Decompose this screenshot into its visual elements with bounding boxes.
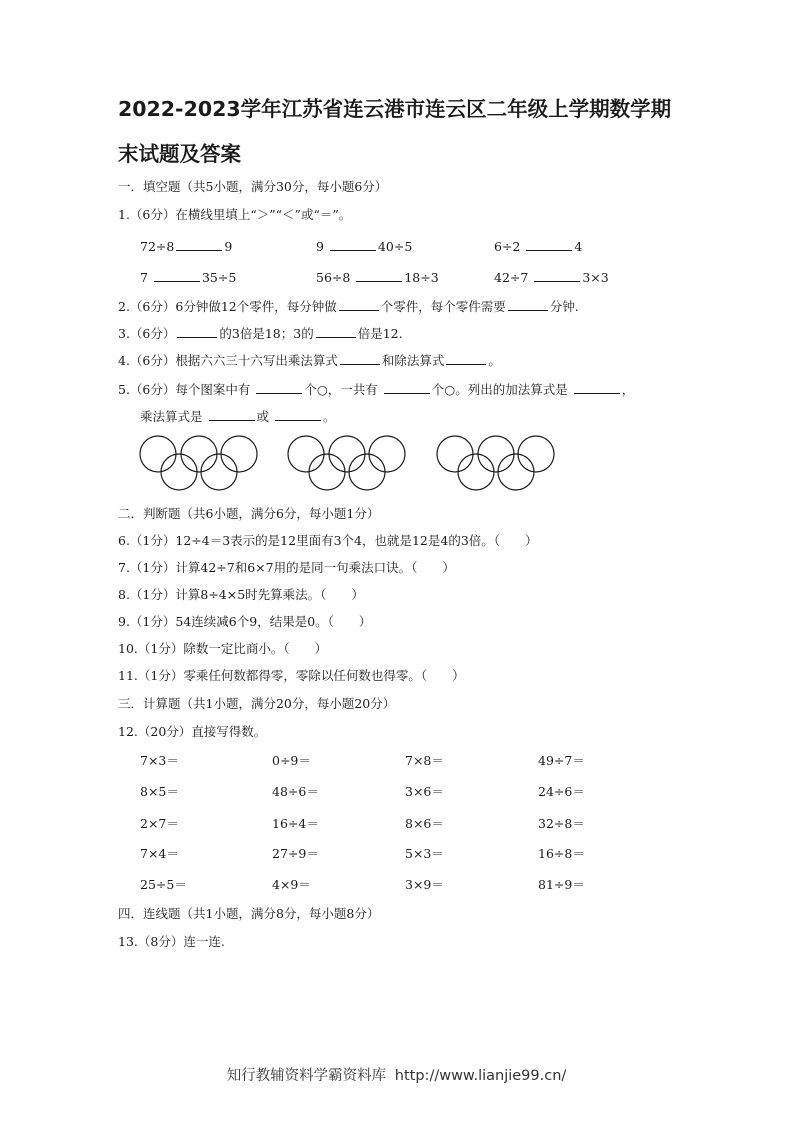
calc-item: 4×9＝ [272, 877, 311, 892]
compare-left: 6÷2 [494, 239, 521, 254]
calc-item: 7×4＝ [140, 846, 179, 861]
question-3-text-c: 倍是12. [357, 326, 403, 341]
circle-shape [498, 454, 534, 490]
answer-blank [446, 353, 486, 365]
question-5-text-d: ， [621, 382, 635, 397]
question-5-text-c: 个○。列出的加法算式是 [431, 382, 568, 397]
question-5-line-2 [140, 409, 336, 424]
answer-blank [534, 270, 580, 282]
answer-blank [275, 409, 321, 421]
judge-question: 11.（1分）零乘任何数都得零，零除以任何数也得零。（ ） [118, 668, 465, 683]
circle-shape [288, 436, 324, 472]
answer-blank [176, 239, 222, 251]
answer-blank [574, 382, 620, 394]
question-1-stem: 1.（6分）在横线里填上“＞”“＜”或“＝”。 [118, 207, 352, 222]
circle-shape [329, 436, 365, 472]
calc-item: 0÷9＝ [272, 753, 311, 768]
section-4-heading: 四．连线题（共1小题，满分8分，每小题8分） [118, 906, 380, 921]
question-5-text-a: 5.（6分）每个图案中有 [118, 382, 251, 397]
answer-blank [526, 239, 572, 251]
calc-item: 7×8＝ [405, 753, 444, 768]
circle-shape [518, 436, 554, 472]
circle-shape [201, 454, 237, 490]
title-line-1: 2022-2023学年江苏省连云港市连云区二年级上学期数学期 [118, 97, 672, 121]
section-3-heading: 三．计算题（共1小题，满分20分，每小题20分） [118, 696, 396, 711]
compare-right: 40÷5 [377, 239, 413, 254]
question-5 [118, 382, 634, 397]
circle-shape [437, 436, 473, 472]
footer-watermark [0, 1064, 793, 1085]
judge-question: 8.（1分）计算8÷4×5时先算乘法。（ ） [118, 587, 364, 602]
answer-blank [177, 326, 217, 338]
calc-item: 7×3＝ [140, 753, 179, 768]
answer-blank [384, 382, 430, 394]
answer-blank [339, 299, 379, 311]
judge-question: 7.（1分）计算42÷7和6×7用的是同一句乘法口诀。（ ） [118, 560, 455, 575]
circle-shape [161, 454, 197, 490]
question-12-stem: 12.（20分）直接写得数。 [118, 724, 267, 739]
compare-right: 18÷3 [404, 270, 439, 285]
question-3 [118, 326, 403, 341]
circle-shape [309, 454, 345, 490]
circle-shape [140, 436, 176, 472]
circle-shape [349, 454, 385, 490]
question-5-text-b: 个○，一共有 [304, 382, 378, 397]
compare-left: 9 [316, 239, 324, 254]
question-5-text-g: 。 [323, 409, 336, 424]
compare-right: 3×3 [582, 270, 609, 285]
compare-left: 56÷8 [316, 270, 351, 285]
calc-item: 3×9＝ [405, 877, 444, 892]
question-3-text-b: 的3倍是18；3的 [219, 326, 314, 341]
circle-shape [369, 436, 405, 472]
circle-pattern [437, 436, 554, 490]
answer-blank [154, 270, 200, 282]
calc-item: 8×6＝ [405, 816, 444, 831]
question-13-stem: 13.（8分）连一连. [118, 934, 225, 949]
question-3-text-a: 3.（6分） [118, 326, 176, 341]
question-2-text-c: 分钟. [549, 299, 579, 314]
answer-blank [340, 353, 380, 365]
question-5-text-e: 乘法算式是 [140, 409, 203, 424]
circle-pattern [288, 436, 405, 490]
circle-shape [221, 436, 257, 472]
circle-shape [181, 436, 217, 472]
compare-item [140, 270, 236, 285]
question-4-text-c: 。 [488, 353, 501, 368]
answer-blank [508, 299, 548, 311]
compare-item [316, 239, 412, 254]
question-2-text-b: 个零件，每个零件需要 [380, 299, 506, 314]
title-line-2: 末试题及答案 [118, 142, 241, 166]
calc-item: 32÷8＝ [538, 816, 585, 831]
answer-blank [356, 270, 402, 282]
calc-item: 5×3＝ [405, 846, 444, 861]
section-2-heading: 二．判断题（共6小题，满分6分，每小题1分） [118, 506, 380, 521]
compare-item [140, 239, 232, 254]
compare-left: 42÷7 [494, 270, 529, 285]
calc-item: 49÷7＝ [538, 753, 585, 768]
calc-item: 16÷4＝ [272, 816, 319, 831]
question-4-text-a: 4.（6分）根据六六三十六写出乘法算式 [118, 353, 338, 368]
judge-question: 10.（1分）除数一定比商小。（ ） [118, 641, 328, 656]
answer-blank [316, 326, 356, 338]
calc-item: 25÷5＝ [140, 877, 187, 892]
calc-item: 48÷6＝ [272, 784, 319, 799]
calc-item: 16÷8＝ [538, 846, 585, 861]
calc-item: 3×6＝ [405, 784, 444, 799]
calc-item: 24÷6＝ [538, 784, 585, 799]
calc-item: 27÷9＝ [272, 846, 319, 861]
compare-right: 35÷5 [201, 270, 237, 285]
section-1-heading: 一．填空题（共5小题，满分30分，每小题6分） [118, 179, 388, 194]
answer-blank [330, 239, 376, 251]
compare-item [316, 270, 439, 285]
question-2-text-a: 2.（6分）6分钟做12个零件，每分钟做 [118, 299, 337, 314]
question-5-text-f: 或 [256, 409, 270, 424]
circle-patterns-figure [138, 432, 562, 496]
circle-shape [478, 436, 514, 472]
judge-question: 6.（1分）12÷4＝3表示的是12里面有3个4，也就是12是4的3倍。（ ） [118, 533, 538, 548]
judge-question: 9.（1分）54连续减6个9，结果是0。（ ） [118, 614, 372, 629]
question-4 [118, 353, 501, 368]
answer-blank [209, 409, 255, 421]
compare-item [494, 270, 609, 285]
compare-left: 7 [140, 270, 148, 285]
circle-pattern [140, 436, 257, 490]
compare-right: 4 [574, 239, 583, 254]
calc-item: 81÷9＝ [538, 877, 585, 892]
answer-blank [256, 382, 302, 394]
compare-right: 9 [224, 239, 233, 254]
footer-url[interactable]: http://www.lianjie99.cn/ [394, 1068, 567, 1084]
calc-item: 8×5＝ [140, 784, 179, 799]
calc-item: 2×7＝ [140, 816, 179, 831]
question-4-text-b: 和除法算式 [381, 353, 445, 368]
question-2 [118, 299, 579, 314]
compare-left: 72÷8 [140, 239, 175, 254]
circle-shape [458, 454, 494, 490]
compare-item [494, 239, 582, 254]
footer-site-name: 知行教辅资料学霸资料库 [226, 1068, 387, 1084]
